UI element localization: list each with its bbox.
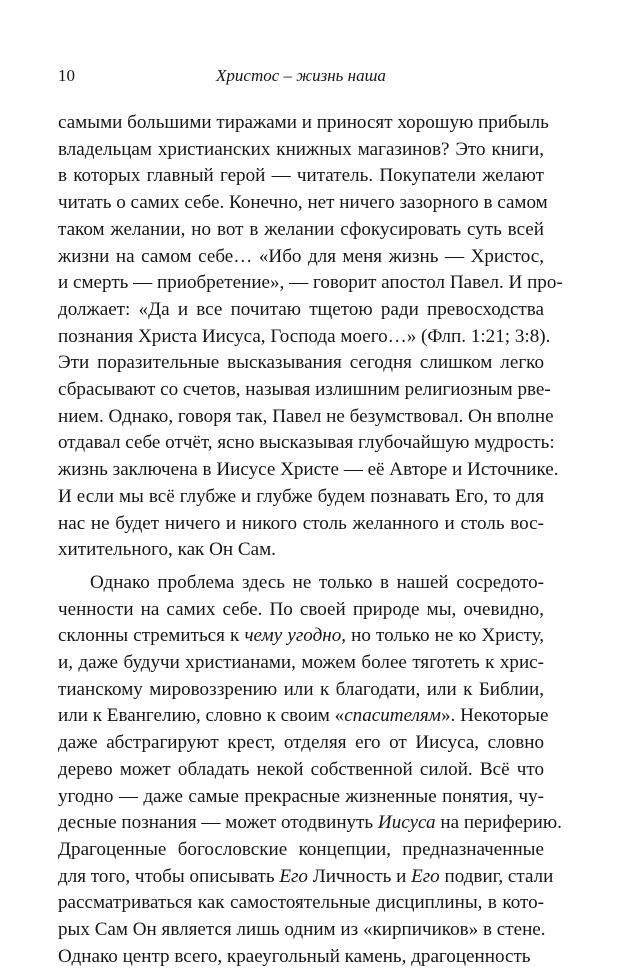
text-segment: нием. Однако, говоря так, Павел не безумствовал. Он вполне — [58, 405, 554, 427]
text-line — [58, 784, 544, 811]
text-segment: рых Сам Он является лишь одним из «кирпичиков» в стене. — [58, 919, 546, 941]
text-line — [58, 917, 544, 944]
text-segment: сбрасывают со счетов, называя излишним религиозным рве- — [58, 379, 551, 401]
text-line — [58, 677, 544, 704]
text-segment: жизни на самом себе… «Ибо для меня жизнь — Христос, — [58, 245, 544, 267]
text-line — [58, 837, 544, 864]
text-segment: на периферию. — [435, 812, 562, 834]
text-segment: подвиг, стали — [439, 865, 554, 887]
text-line — [58, 864, 554, 891]
text-line — [58, 110, 549, 137]
italic-text: спасителям — [344, 705, 441, 727]
text-segment: И если мы всё глубже и глубже будем познавать Его, то для — [58, 485, 544, 507]
text-line — [58, 457, 559, 484]
text-line — [58, 190, 548, 217]
text-line — [58, 350, 544, 377]
text-segment: и смерть — приобретение», — говорит апостол Павел. И про- — [58, 272, 563, 294]
text-segment: угодно — даже самые прекрасные жизненные понятия, чу- — [58, 785, 544, 807]
book-page — [58, 62, 563, 971]
text-line — [58, 597, 544, 624]
text-segment: читать о самих себе. Конечно, нет ничего зазорного в самом — [58, 192, 548, 214]
italic-text: Его — [279, 865, 308, 887]
text-line — [58, 570, 544, 597]
text-line — [58, 623, 544, 650]
text-segment: или к Евангелию, словно к своим « — [58, 705, 345, 727]
text-segment: для того, чтобы описывать — [58, 865, 280, 887]
text-line — [58, 430, 555, 457]
text-segment: познания Христа Иисуса, Господа моего…» (Флп. 1:21; 3:8). — [58, 325, 551, 347]
paragraph — [58, 570, 562, 971]
text-segment: склонны стремиться к — [58, 625, 245, 647]
body-text — [58, 110, 563, 971]
text-line — [58, 163, 544, 190]
text-segment: десные познания — может отодвинуть — [58, 812, 378, 834]
text-line — [58, 137, 544, 164]
text-line — [58, 377, 551, 404]
text-line — [58, 484, 544, 511]
text-segment: Драгоценные богословские концепции, предназначенные — [58, 838, 544, 860]
text-line — [58, 404, 554, 431]
text-line — [58, 890, 544, 917]
text-line — [58, 944, 544, 971]
text-line — [58, 511, 544, 538]
text-segment: тианскому мировоззрению или к благодати, или к Библии, — [58, 678, 544, 700]
text-line — [58, 810, 562, 837]
paragraph — [58, 110, 563, 564]
text-segment: ». Некоторые — [440, 705, 549, 727]
text-line — [58, 757, 544, 784]
text-line — [58, 703, 549, 730]
italic-text: Его — [411, 865, 440, 887]
text-segment: Личность и — [307, 865, 412, 887]
text-line — [58, 650, 544, 677]
text-segment: самыми большими тиражами и приносят хорошую прибыль — [58, 112, 549, 133]
text-line — [58, 217, 544, 244]
text-segment: и, даже будучи христианами, можем более тяготеть к хрис- — [58, 652, 544, 674]
text-segment: в которых главный герой — читатель. Покупатели желают — [58, 165, 544, 187]
text-segment: хитительного, как Он Сам. — [58, 539, 276, 561]
italic-text: Иисуса — [377, 812, 436, 834]
text-segment: отдавал себе отчёт, ясно высказывая глубочайшую мудрость: — [58, 432, 555, 454]
text-line — [58, 324, 551, 351]
text-line — [58, 270, 563, 297]
text-line — [58, 730, 544, 757]
page-number: 10 — [58, 66, 75, 85]
text-segment: должает: «Да и все почитаю тщетою ради превосходства — [58, 298, 544, 320]
text-segment: , но только не ко Христу, — [341, 625, 544, 647]
text-segment: нас не будет ничего и никого столь желанного и столь вос- — [58, 512, 544, 534]
text-line — [58, 297, 544, 324]
text-segment: жизнь заключена в Иисусе Христе — её Авторе и Источнике. — [58, 459, 559, 481]
text-segment: Эти поразительные высказывания сегодня слишком легко — [58, 352, 544, 374]
text-segment: даже абстрагируют крест, отделяя его от Иисуса, словно — [58, 732, 544, 754]
text-line — [58, 244, 544, 271]
text-segment: Однако проблема здесь не только в нашей сосредото- — [90, 571, 544, 593]
running-title: Христос – жизнь наша — [216, 66, 386, 85]
page-header — [58, 62, 544, 90]
text-segment: Однако центр всего, краеугольный камень, драгоценность — [58, 945, 531, 967]
text-segment: дерево может обладать некой собственной силой. Всё что — [58, 758, 544, 780]
text-segment: таком желании, но вот в желании сфокусировать суть всей — [58, 218, 544, 240]
italic-text: чему угодно — [244, 625, 342, 647]
text-segment: владельцам христианских книжных магазинов? Это книги, — [58, 138, 544, 160]
text-segment: рассматриваться как самостоятельные дисциплины, в кото- — [58, 892, 544, 914]
text-segment: ченности на самих себе. По своей природе мы, очевидно, — [58, 598, 544, 620]
text-line — [58, 537, 544, 564]
